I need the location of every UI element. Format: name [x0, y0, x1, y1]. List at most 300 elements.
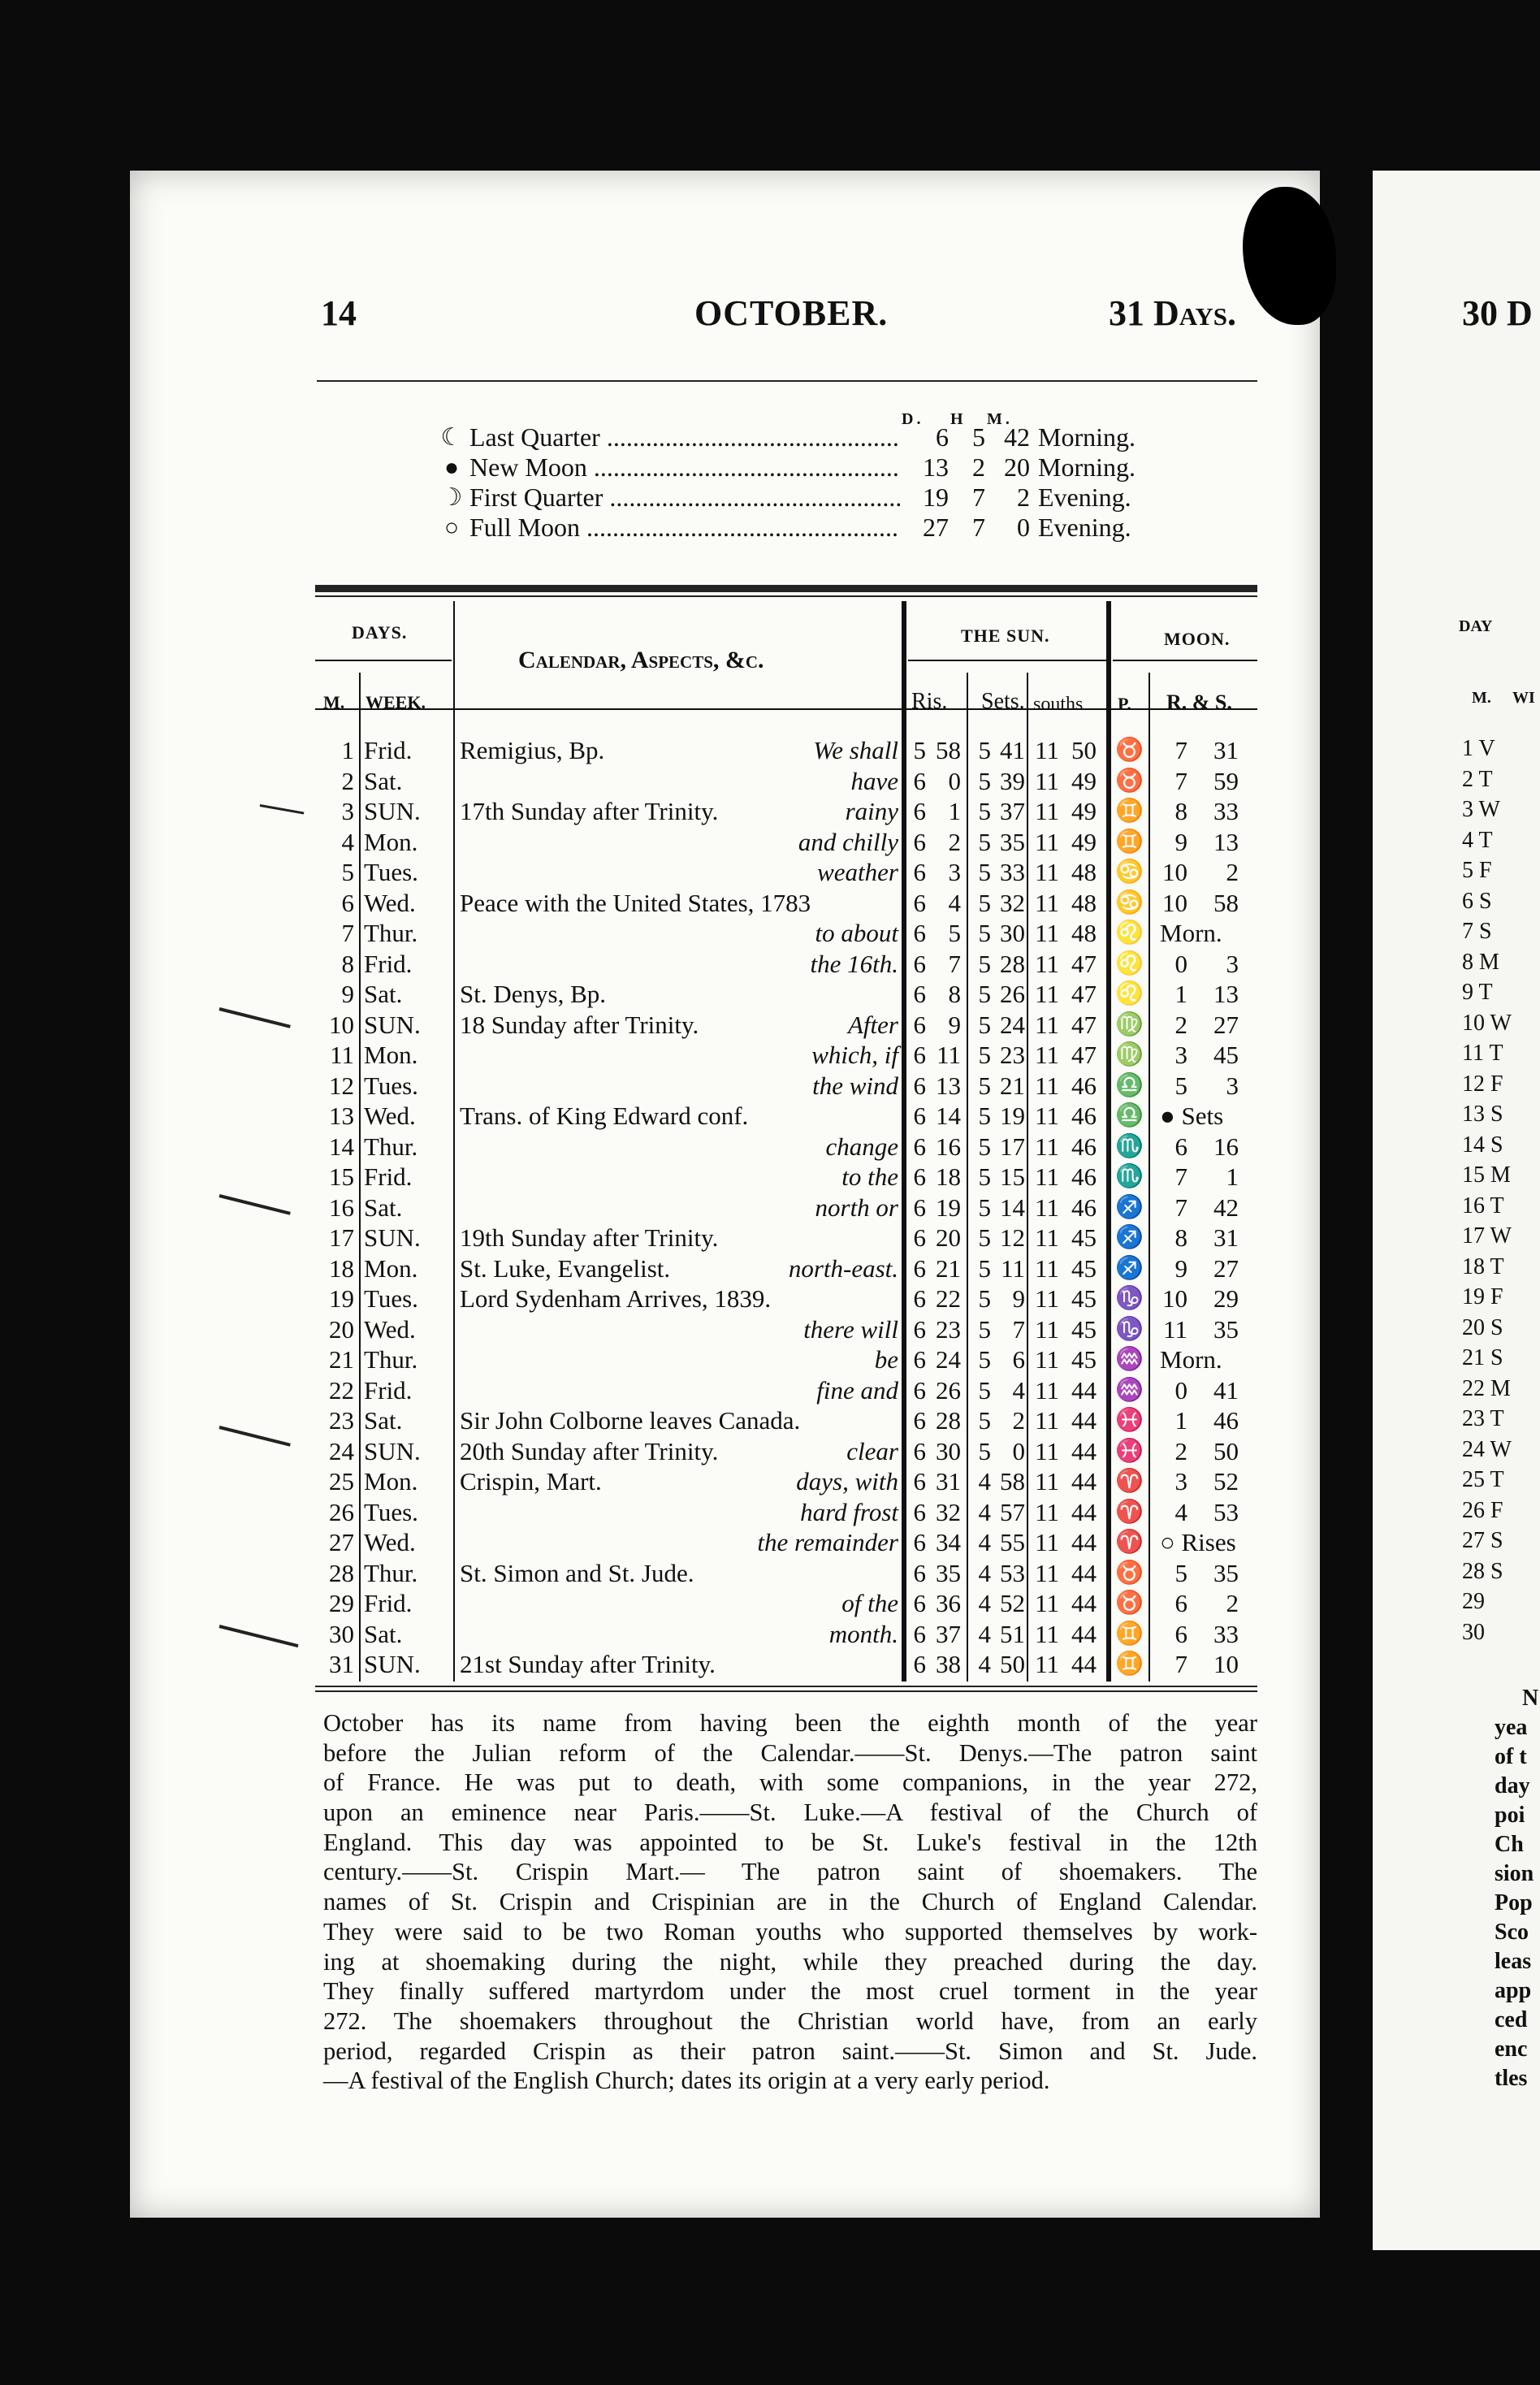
weather-aspect: clear: [846, 1436, 898, 1465]
sun-souths-minute: 44: [1071, 1406, 1097, 1435]
calendar-event: Crispin, Mart.: [460, 1467, 602, 1495]
sun-souths-minute: 50: [1071, 736, 1097, 764]
day-of-month: 28: [329, 1558, 354, 1587]
next-page-row: 13 S: [1462, 1102, 1503, 1127]
day-of-week: Frid.: [364, 736, 413, 764]
table-row: [315, 919, 1257, 950]
note-line: names of St. Crispin and Crispinian are in the Church of England Calendar.: [323, 1888, 1257, 1916]
moon-minute: 33: [1213, 797, 1239, 825]
next-page-row: 26 F: [1462, 1497, 1503, 1523]
day-of-month: 10: [329, 1010, 354, 1039]
next-page-row: 23 T: [1462, 1406, 1504, 1431]
days-count: 31 Days.: [1109, 293, 1236, 333]
moon-phase-row: [439, 452, 1136, 483]
next-page-row: 11 T: [1462, 1041, 1503, 1066]
day-of-month: 5: [341, 858, 354, 886]
sun-set-hour: 5: [978, 1071, 991, 1100]
sun-set-hour: 4: [978, 1619, 991, 1648]
sun-rise-hour: 6: [913, 919, 926, 947]
moon-phase-icon: ○: [443, 514, 460, 541]
phase-name: New Moon .....: [469, 452, 900, 483]
zodiac-sign-icon: ♋: [1115, 890, 1144, 915]
phase-minute: 20: [1004, 452, 1030, 482]
sun-set-minute: 39: [1000, 766, 1025, 795]
sun-souths-hour: 11: [1035, 1436, 1059, 1465]
next-page-text-line: of t: [1495, 1744, 1527, 1769]
note-line: 272. The shoemakers throughout the Christian world have, from an early: [323, 2006, 1257, 2035]
sun-souths-hour: 11: [1035, 1314, 1059, 1344]
sun-set-hour: 5: [978, 1253, 991, 1283]
weather-aspect: and chilly: [798, 827, 898, 856]
weather-aspect: to about: [815, 919, 898, 947]
moon-hour: 8: [1174, 797, 1187, 825]
sun-souths-minute: 44: [1071, 1375, 1097, 1405]
table-row: [315, 1193, 1257, 1224]
sun-rise-minute: 13: [936, 1071, 961, 1100]
moon-minute: 3: [1226, 1071, 1239, 1100]
phase-time-of-day: Morning.: [1038, 422, 1136, 452]
sun-souths-minute: 46: [1071, 1192, 1097, 1222]
sun-set-minute: 11: [1001, 1253, 1025, 1283]
sun-rise-hour: 6: [913, 827, 926, 856]
phase-hour: 7: [972, 483, 985, 512]
moon-hour: 9: [1174, 827, 1187, 856]
weather-aspect: there will: [803, 1314, 898, 1344]
sun-souths-hour: 11: [1035, 949, 1059, 978]
day-of-month: 25: [329, 1467, 354, 1495]
day-of-month: 2: [341, 766, 354, 795]
sun-souths-hour: 11: [1035, 858, 1059, 886]
sun-souths-minute: 49: [1071, 766, 1097, 795]
sun-rise-minute: 24: [936, 1345, 961, 1374]
moon-phase-row: [439, 513, 1136, 543]
moon-hour: 1: [1174, 1406, 1187, 1435]
sun-set-minute: 23: [1000, 1041, 1025, 1069]
table-row: [315, 1650, 1257, 1681]
table-row: [315, 1284, 1257, 1315]
sun-set-minute: 58: [1000, 1467, 1025, 1495]
note-line: before the Julian reform of the Calendar.——St. Denys.—The patron saint: [323, 1738, 1257, 1767]
sun-rise-hour: 6: [913, 1162, 926, 1191]
sun-set-hour: 5: [978, 1284, 991, 1313]
sun-rise-minute: 37: [936, 1619, 961, 1648]
moon-hour: 3: [1174, 1041, 1187, 1069]
sun-rise-hour: 6: [913, 1436, 926, 1465]
sun-set-hour: 4: [978, 1589, 991, 1617]
sun-set-minute: 50: [1000, 1650, 1025, 1678]
weather-aspect: north or: [815, 1192, 898, 1222]
weather-aspect: the wind: [812, 1071, 898, 1100]
note-line: century.——St. Crispin Mart.— The patron saint of shoemakers. The: [323, 1858, 1257, 1886]
next-page-text-line: poi: [1495, 1803, 1525, 1828]
moon-minute: 1: [1226, 1162, 1239, 1191]
day-of-week: Tues.: [364, 1071, 418, 1100]
weather-aspect: have: [850, 766, 898, 795]
sun-souths-minute: 44: [1071, 1619, 1097, 1648]
zodiac-sign-icon: ♈: [1115, 1530, 1144, 1555]
phase-hour: 5: [972, 422, 985, 452]
sun-souths-minute: 44: [1071, 1467, 1097, 1495]
moon-hour: 7: [1174, 736, 1187, 764]
sun-set-hour: 5: [978, 1041, 991, 1069]
zodiac-sign-icon: ♏: [1115, 1133, 1144, 1159]
table-row: [315, 1315, 1257, 1346]
phase-name: First Quarter .....: [469, 483, 900, 513]
sun-souths-hour: 11: [1035, 1375, 1059, 1405]
moon-minute: 16: [1213, 1132, 1239, 1161]
moon-hour: 4: [1174, 1497, 1187, 1526]
sun-rise-hour: 6: [913, 1589, 926, 1617]
sun-rise-minute: 28: [936, 1406, 961, 1435]
moon-minute: 33: [1213, 1619, 1239, 1648]
next-page-row: 9 T: [1462, 980, 1493, 1005]
sun-souths-minute: 48: [1071, 888, 1097, 917]
sun-set-minute: 4: [1012, 1375, 1025, 1405]
table-row: [315, 1498, 1257, 1529]
day-of-week: Thur.: [364, 1132, 418, 1161]
sun-set-hour: 4: [978, 1650, 991, 1678]
day-of-week: Frid.: [364, 1162, 413, 1191]
zodiac-sign-icon: ♉: [1115, 738, 1144, 763]
sun-set-minute: 55: [1000, 1528, 1025, 1556]
phase-hour: 7: [972, 513, 985, 542]
zodiac-sign-icon: ♒: [1115, 1347, 1144, 1372]
moon-minute: 41: [1213, 1375, 1239, 1405]
sun-rise-hour: 6: [913, 1102, 926, 1130]
table-row: [315, 1162, 1257, 1193]
weather-aspect: of the: [841, 1589, 898, 1617]
moon-phase-icon: ☾: [440, 424, 463, 451]
table-bottom-rule: [315, 1686, 1257, 1687]
next-page-days-header: DAY: [1459, 617, 1493, 635]
next-page-text-line: day: [1495, 1773, 1530, 1798]
sun-rise-hour: 6: [913, 1558, 926, 1587]
moon-phase-row: [439, 422, 1136, 452]
sun-set-minute: 37: [1000, 797, 1025, 825]
sun-souths-minute: 44: [1071, 1589, 1097, 1617]
sun-souths-minute: 44: [1071, 1650, 1097, 1678]
sun-rise-hour: 5: [913, 736, 926, 764]
note-line: ing at shoemaking during the night, while they preached during the day.: [323, 1947, 1257, 1976]
zodiac-sign-icon: ♐: [1115, 1255, 1144, 1281]
sun-rise-hour: 6: [913, 1619, 926, 1648]
sun-souths-hour: 11: [1035, 1345, 1059, 1374]
zodiac-sign-icon: ♌: [1115, 950, 1144, 976]
next-page-text-line: Pop: [1495, 1890, 1533, 1915]
moon-hour: 10: [1162, 858, 1187, 886]
zodiac-sign-icon: ♉: [1115, 768, 1144, 794]
sun-souths-hour: 11: [1035, 1589, 1059, 1617]
next-page-header: 30 D: [1462, 293, 1533, 333]
next-page-row: 12 F: [1462, 1071, 1503, 1097]
next-page-text-line: yea: [1495, 1715, 1528, 1740]
moon-hour: 7: [1174, 1192, 1187, 1222]
day-of-month: 27: [329, 1528, 354, 1556]
moon-hour: 0: [1174, 949, 1187, 978]
sun-set-minute: 35: [1000, 827, 1025, 856]
day-of-month: 3: [341, 797, 354, 825]
sun-souths-minute: 49: [1071, 797, 1097, 825]
phase-day: 13: [923, 452, 949, 482]
weather-aspect: the remainder: [757, 1528, 898, 1556]
sun-set-minute: 2: [1012, 1406, 1025, 1435]
moon-phase-icon: ☽: [440, 484, 463, 511]
sun-rise-hour: 6: [913, 949, 926, 978]
calendar-event: 21st Sunday after Trinity.: [460, 1650, 716, 1678]
sun-souths-hour: 11: [1035, 1619, 1059, 1648]
sun-rise-hour: 6: [913, 1467, 926, 1495]
phase-time-of-day: Evening.: [1038, 483, 1131, 512]
day-of-week: Frid.: [364, 949, 413, 978]
day-of-week: Thur.: [364, 1558, 418, 1587]
table-row: [315, 1132, 1257, 1163]
sun-souths-minute: 48: [1071, 919, 1097, 947]
sun-souths-minute: 45: [1071, 1345, 1097, 1374]
day-of-week: SUN.: [364, 1223, 421, 1252]
calendar-header: Calendar, Aspects, &c.: [518, 647, 764, 673]
sets-header: Sets.: [981, 689, 1025, 714]
day-of-month: 30: [329, 1619, 354, 1648]
sun-set-minute: 17: [1000, 1132, 1025, 1161]
sun-souths-hour: 11: [1035, 1528, 1059, 1556]
sun-rise-hour: 6: [913, 1223, 926, 1252]
next-page-row: 1 V: [1462, 736, 1495, 761]
sun-set-hour: 5: [978, 797, 991, 825]
sun-rise-minute: 36: [936, 1589, 961, 1617]
next-page-row: 18 T: [1462, 1253, 1504, 1279]
souths-header: souths: [1033, 694, 1084, 715]
moon-note: Morn.: [1160, 919, 1222, 947]
zodiac-sign-icon: ♎: [1115, 1072, 1144, 1098]
day-of-month: 6: [341, 888, 354, 917]
header-rule: [317, 380, 1257, 382]
sun-rise-hour: 6: [913, 858, 926, 886]
day-of-month: 21: [329, 1345, 354, 1374]
note-line: —A festival of the English Church; dates its origin at a very early period.: [323, 2067, 1050, 2095]
moon-hour: 3: [1174, 1467, 1187, 1495]
day-of-week: Sat.: [364, 766, 403, 795]
zodiac-sign-icon: ♓: [1115, 1438, 1144, 1464]
sun-souths-minute: 46: [1071, 1102, 1097, 1130]
day-of-month: 8: [341, 949, 354, 978]
sun-rise-minute: 30: [936, 1436, 961, 1465]
moon-hour: 7: [1174, 1162, 1187, 1191]
weather-aspect: be: [874, 1345, 898, 1374]
sun-rise-minute: 14: [936, 1102, 961, 1130]
sun-set-hour: 5: [978, 1314, 991, 1344]
moon-hour: 2: [1174, 1436, 1187, 1465]
calendar-event: 19th Sunday after Trinity.: [460, 1223, 719, 1252]
moon-minute: 50: [1213, 1436, 1239, 1465]
sun-set-hour: 5: [978, 858, 991, 886]
phase-time-of-day: Morning.: [1038, 452, 1136, 482]
zodiac-sign-icon: ♏: [1115, 1164, 1144, 1189]
sun-souths-hour: 11: [1035, 827, 1059, 856]
sun-souths-hour: 11: [1035, 797, 1059, 825]
next-page-week-header: WI: [1512, 689, 1535, 707]
sun-set-hour: 5: [978, 1010, 991, 1039]
day-of-week: Thur.: [364, 919, 418, 947]
sun-set-minute: 41: [1000, 736, 1025, 764]
sun-souths-hour: 11: [1035, 1284, 1059, 1313]
m-header: M.: [323, 692, 345, 712]
next-page-text-line: sion: [1495, 1861, 1534, 1886]
next-page-row: 27 S: [1462, 1528, 1503, 1553]
table-row: [315, 950, 1257, 980]
sun-rise-minute: 3: [948, 858, 961, 886]
sun-rise-minute: 32: [936, 1497, 961, 1526]
sun-souths-minute: 44: [1071, 1558, 1097, 1587]
moon-minute: 42: [1213, 1192, 1239, 1222]
next-page-row: 30: [1462, 1619, 1485, 1645]
note-line: They were said to be two Roman youths who supported themselves by work-: [323, 1917, 1257, 1946]
weather-aspect: change: [825, 1132, 898, 1161]
sun-rise-minute: 38: [936, 1650, 961, 1678]
sun-rise-minute: 35: [936, 1558, 961, 1587]
rs-header: R. & S.: [1166, 690, 1232, 714]
sun-set-minute: 12: [1000, 1223, 1025, 1252]
sun-rise-minute: 2: [948, 827, 961, 856]
day-of-week: Tues.: [364, 858, 418, 886]
moon-note: Morn.: [1160, 1345, 1222, 1374]
sun-rise-hour: 6: [913, 888, 926, 917]
day-of-week: Sat.: [364, 1619, 403, 1648]
sun-rise-hour: 6: [913, 1192, 926, 1222]
calendar-event: Remigius, Bp.: [460, 736, 605, 764]
calendar-event: 17th Sunday after Trinity.: [460, 797, 719, 825]
weather-aspect: weather: [817, 858, 898, 886]
moon-note: ● Sets: [1160, 1102, 1224, 1130]
sun-set-hour: 5: [978, 888, 991, 917]
moon-hour: 10: [1162, 888, 1187, 917]
sun-rise-hour: 6: [913, 797, 926, 825]
next-page-row: 15 M: [1462, 1162, 1511, 1188]
sun-rise-minute: 0: [948, 766, 961, 795]
moon-minute: 31: [1213, 736, 1239, 764]
sun-set-minute: 9: [1012, 1284, 1025, 1313]
table-row: [315, 980, 1257, 1011]
sun-set-hour: 5: [978, 827, 991, 856]
next-page-row: 7 S: [1462, 919, 1492, 944]
sun-rise-minute: 34: [936, 1528, 961, 1556]
sun-souths-minute: 46: [1071, 1071, 1097, 1100]
sun-set-hour: 5: [978, 1375, 991, 1405]
moon-hour: 0: [1174, 1375, 1187, 1405]
sun-souths-hour: 11: [1035, 736, 1059, 764]
day-of-week: Sat.: [364, 1406, 403, 1435]
zodiac-sign-icon: ♉: [1115, 1560, 1144, 1586]
calendar-event: Trans. of King Edward conf.: [460, 1102, 749, 1130]
next-page-row: 20 S: [1462, 1314, 1503, 1340]
sun-set-minute: 28: [1000, 949, 1025, 978]
next-page-row: 24 W: [1462, 1436, 1512, 1462]
sun-rise-hour: 6: [913, 1284, 926, 1313]
table-row: [315, 1620, 1257, 1651]
day-of-month: 31: [329, 1650, 354, 1678]
sun-set-hour: 5: [978, 1192, 991, 1222]
calendar-event: St. Denys, Bp.: [460, 980, 606, 1008]
table-row: [315, 828, 1257, 859]
day-of-week: Mon.: [364, 827, 418, 856]
table-row: [315, 1406, 1257, 1437]
next-page-row: 2 T: [1462, 766, 1493, 792]
table-row: [315, 1345, 1257, 1376]
next-page-row: 14 S: [1462, 1132, 1503, 1158]
sun-rise-hour: 6: [913, 1253, 926, 1283]
day-of-week: Mon.: [364, 1253, 418, 1283]
sun-souths-hour: 11: [1035, 1071, 1059, 1100]
sun-souths-hour: 11: [1035, 1162, 1059, 1191]
day-of-week: Wed.: [364, 1528, 416, 1556]
sun-set-minute: 24: [1000, 1010, 1025, 1039]
phase-minute: 42: [1004, 422, 1030, 452]
sun-rise-hour: 6: [913, 1375, 926, 1405]
phase-day: 27: [923, 513, 949, 542]
sun-souths-hour: 11: [1035, 919, 1059, 947]
sun-set-hour: 5: [978, 766, 991, 795]
moon-hour: 10: [1162, 1284, 1187, 1313]
moon-phases: [439, 422, 1136, 543]
sun-souths-hour: 11: [1035, 1467, 1059, 1495]
day-of-week: Mon.: [364, 1041, 418, 1069]
sun-set-hour: 5: [978, 980, 991, 1008]
sun-rise-minute: 5: [948, 919, 961, 947]
sun-header: THE SUN.: [961, 625, 1050, 646]
sun-rise-hour: 6: [913, 1406, 926, 1435]
sun-rise-minute: 20: [936, 1223, 961, 1252]
next-page-row: 22 M: [1462, 1375, 1511, 1401]
calendar-event: Lord Sydenham Arrives, 1839.: [460, 1284, 772, 1313]
day-of-week: Frid.: [364, 1589, 413, 1617]
sun-rise-minute: 22: [936, 1284, 961, 1313]
sun-rise-hour: 6: [913, 1010, 926, 1039]
sun-souths-hour: 11: [1035, 766, 1059, 795]
moon-minute: 13: [1213, 980, 1239, 1008]
sun-rise-minute: 19: [936, 1192, 961, 1222]
day-of-week: Sat.: [364, 1192, 403, 1222]
sun-rise-hour: 6: [913, 766, 926, 795]
next-page-text-line: ced: [1495, 2007, 1528, 2032]
weather-aspect: to the: [841, 1162, 898, 1191]
sun-rise-hour: 6: [913, 980, 926, 1008]
sun-set-minute: 14: [1000, 1192, 1025, 1222]
next-page-row: 19 F: [1462, 1284, 1503, 1309]
day-of-month: 24: [329, 1436, 354, 1465]
zodiac-sign-icon: ♉: [1115, 1591, 1144, 1616]
sun-souths-hour: 11: [1035, 1650, 1059, 1678]
moon-minute: 45: [1213, 1041, 1239, 1069]
day-of-month: 16: [329, 1192, 354, 1222]
day-of-week: Sat.: [364, 980, 403, 1008]
day-of-month: 4: [341, 827, 354, 856]
sun-set-minute: 57: [1000, 1497, 1025, 1526]
calendar-event: 18 Sunday after Trinity.: [460, 1010, 699, 1039]
sun-set-hour: 5: [978, 736, 991, 764]
zodiac-sign-icon: ♊: [1115, 829, 1144, 855]
next-page-row: 29: [1462, 1589, 1485, 1614]
sun-rise-minute: 7: [948, 949, 961, 978]
sun-set-hour: 5: [978, 1436, 991, 1465]
phase-minute: 2: [1017, 483, 1030, 512]
next-page-row: 17 W: [1462, 1223, 1512, 1249]
zodiac-sign-icon: ♌: [1115, 920, 1144, 946]
note-line: They finally suffered martyrdom under the most cruel torment in the year: [323, 1977, 1257, 2006]
sun-souths-hour: 11: [1035, 1102, 1059, 1130]
sun-set-hour: 5: [978, 1223, 991, 1252]
sun-set-minute: 30: [1000, 919, 1025, 947]
zodiac-sign-icon: ♐: [1115, 1225, 1144, 1250]
sun-set-hour: 5: [978, 1162, 991, 1191]
